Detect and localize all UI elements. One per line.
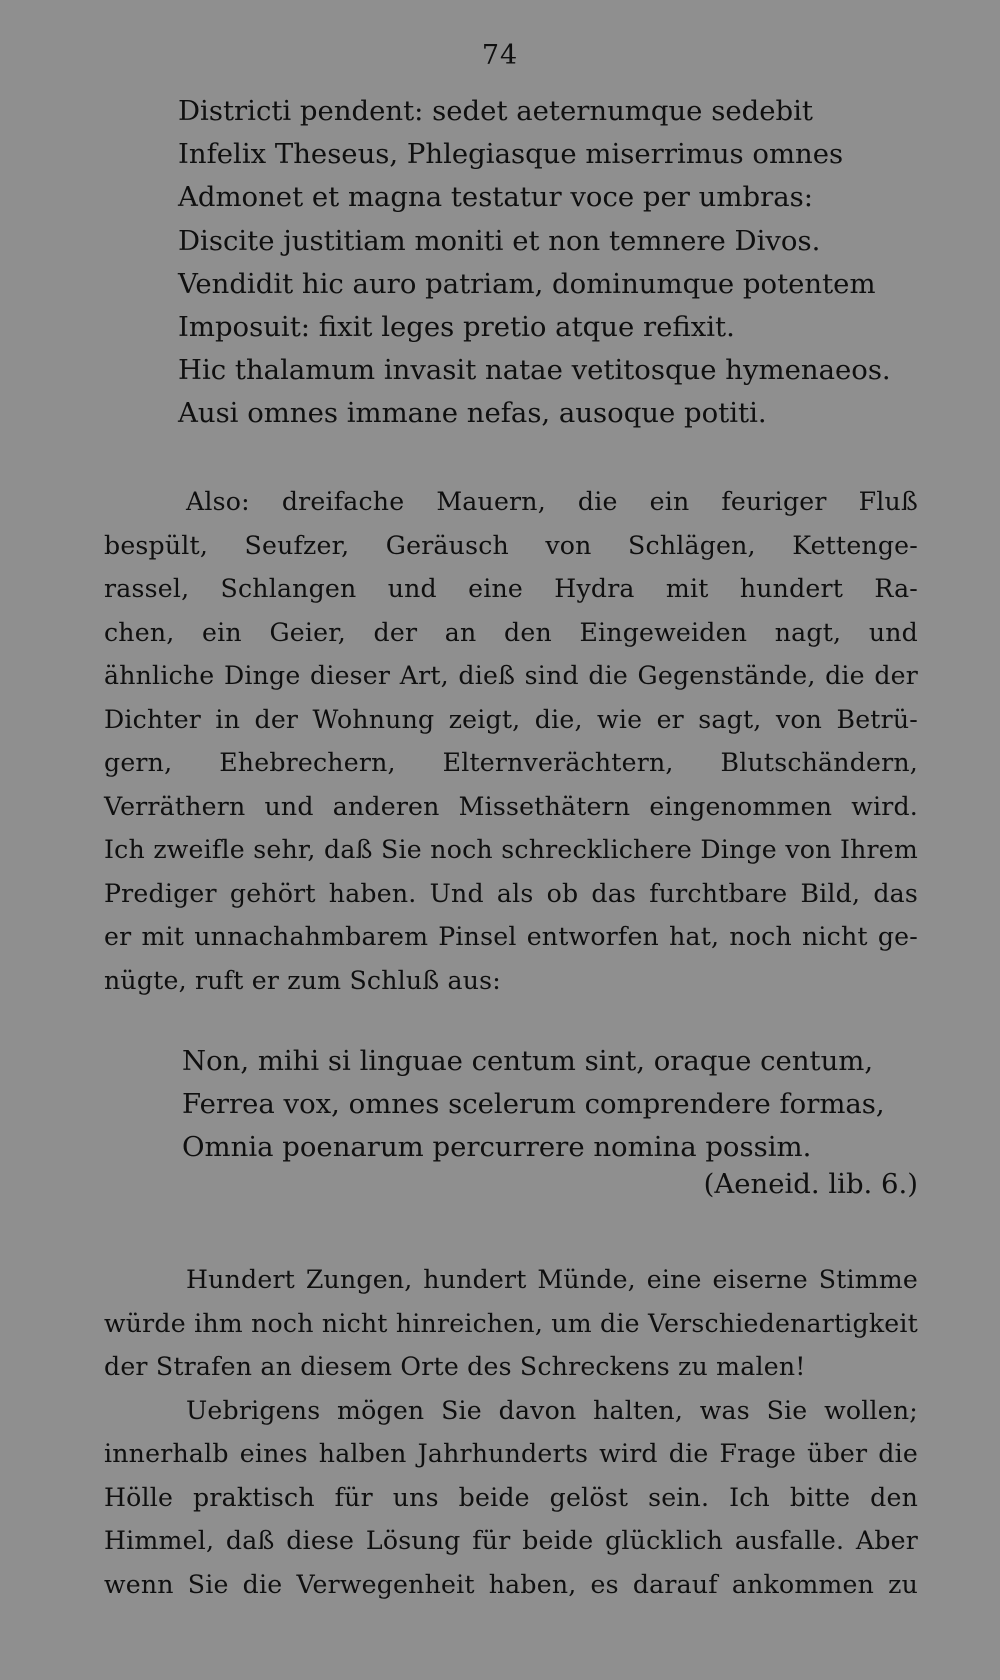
text-line: Dichter in der Wohnung zeigt, die, wie er sagt, von Betrü- bbox=[104, 704, 918, 734]
text-line: chen, ein Geier, der an den Eingeweiden nagt, und bbox=[104, 617, 918, 647]
text-line: er mit unnachahmbarem Pinsel entworfen hat, noch nicht ge- bbox=[104, 922, 918, 951]
text-line: Himmel, daß diese Lösung für beide glücklich ausfalle. Aber bbox=[104, 1526, 918, 1555]
text-line: Prediger gehört haben. Und als ob das furchtbare Bild, das bbox=[104, 878, 918, 908]
verse-line: Ferrea vox, omnes scelerum comprendere formas, bbox=[182, 1088, 885, 1121]
latin-verse-block-2 bbox=[182, 1040, 885, 1170]
text-line: würde ihm noch nicht hinreichen, um die Verschiedenartigkeit bbox=[104, 1308, 918, 1338]
text-line: Hundert Zungen, hundert Münde, eine eiserne Stimme bbox=[186, 1265, 918, 1294]
verse-line: Districti pendent: sedet aeternumque sedebit bbox=[178, 95, 813, 127]
verse-citation: (Aeneid. lib. 6.) bbox=[703, 1168, 918, 1200]
verse-line: Discite justitiam moniti et non temnere Divos. bbox=[178, 224, 821, 257]
german-paragraph-2 bbox=[104, 1258, 918, 1606]
text-line: der Strafen an diesem Orte des Schreckens zu malen! bbox=[104, 1352, 806, 1381]
german-paragraph-1 bbox=[104, 480, 918, 1002]
verse-line: Hic thalamum invasit natae vetitosque hymenaeos. bbox=[178, 354, 891, 387]
text-line: Also: dreifache Mauern, die ein feuriger Fluß bbox=[186, 487, 918, 516]
page-number: 74 bbox=[481, 40, 519, 71]
text-line: gern, Ehebrechern, Elternverächtern, Blutschändern, bbox=[104, 748, 918, 777]
text-line: Uebrigens mögen Sie davon halten, was Sie wollen; bbox=[186, 1395, 918, 1425]
text-line: rassel, Schlangen und eine Hydra mit hundert Ra- bbox=[104, 574, 918, 603]
text-line: Ich zweifle sehr, daß Sie noch schrecklichere Dinge von Ihrem bbox=[104, 835, 918, 864]
verse-line: Non, mihi si linguae centum sint, oraque centum, bbox=[182, 1045, 874, 1077]
text-line: Hölle praktisch für uns beide gelöst sein. Ich bitte den bbox=[104, 1482, 918, 1512]
text-line: wenn Sie die Verwegenheit haben, es darauf ankommen zu bbox=[104, 1569, 918, 1599]
latin-verse-block-1 bbox=[178, 90, 891, 436]
verse-line: Imposuit: fixit leges pretio atque refixit. bbox=[178, 310, 735, 343]
text-line: bespült, Seufzer, Geräusch von Schlägen, Kettenge- bbox=[104, 530, 918, 560]
verse-line: Ausi omnes immane nefas, ausoque potiti. bbox=[178, 397, 767, 430]
verse-line: Admonet et magna testatur voce per umbras: bbox=[178, 181, 813, 214]
text-line: nügte, ruft er zum Schluß aus: bbox=[104, 965, 501, 995]
text-line: Verräthern und anderen Missethätern eingenommen wird. bbox=[104, 791, 918, 821]
verse-line: Vendidit hic auro patriam, dominumque potentem bbox=[178, 267, 876, 300]
verse-line: Omnia poenarum percurrere nomina possim. bbox=[182, 1131, 812, 1164]
text-line: ähnliche Dinge dieser Art, dieß sind die Gegenstände, die der bbox=[104, 661, 918, 690]
verse-line: Infelix Theseus, Phlegiasque miserrimus omnes bbox=[178, 138, 844, 171]
text-line: innerhalb eines halben Jahrhunderts wird die Frage über die bbox=[104, 1439, 918, 1468]
